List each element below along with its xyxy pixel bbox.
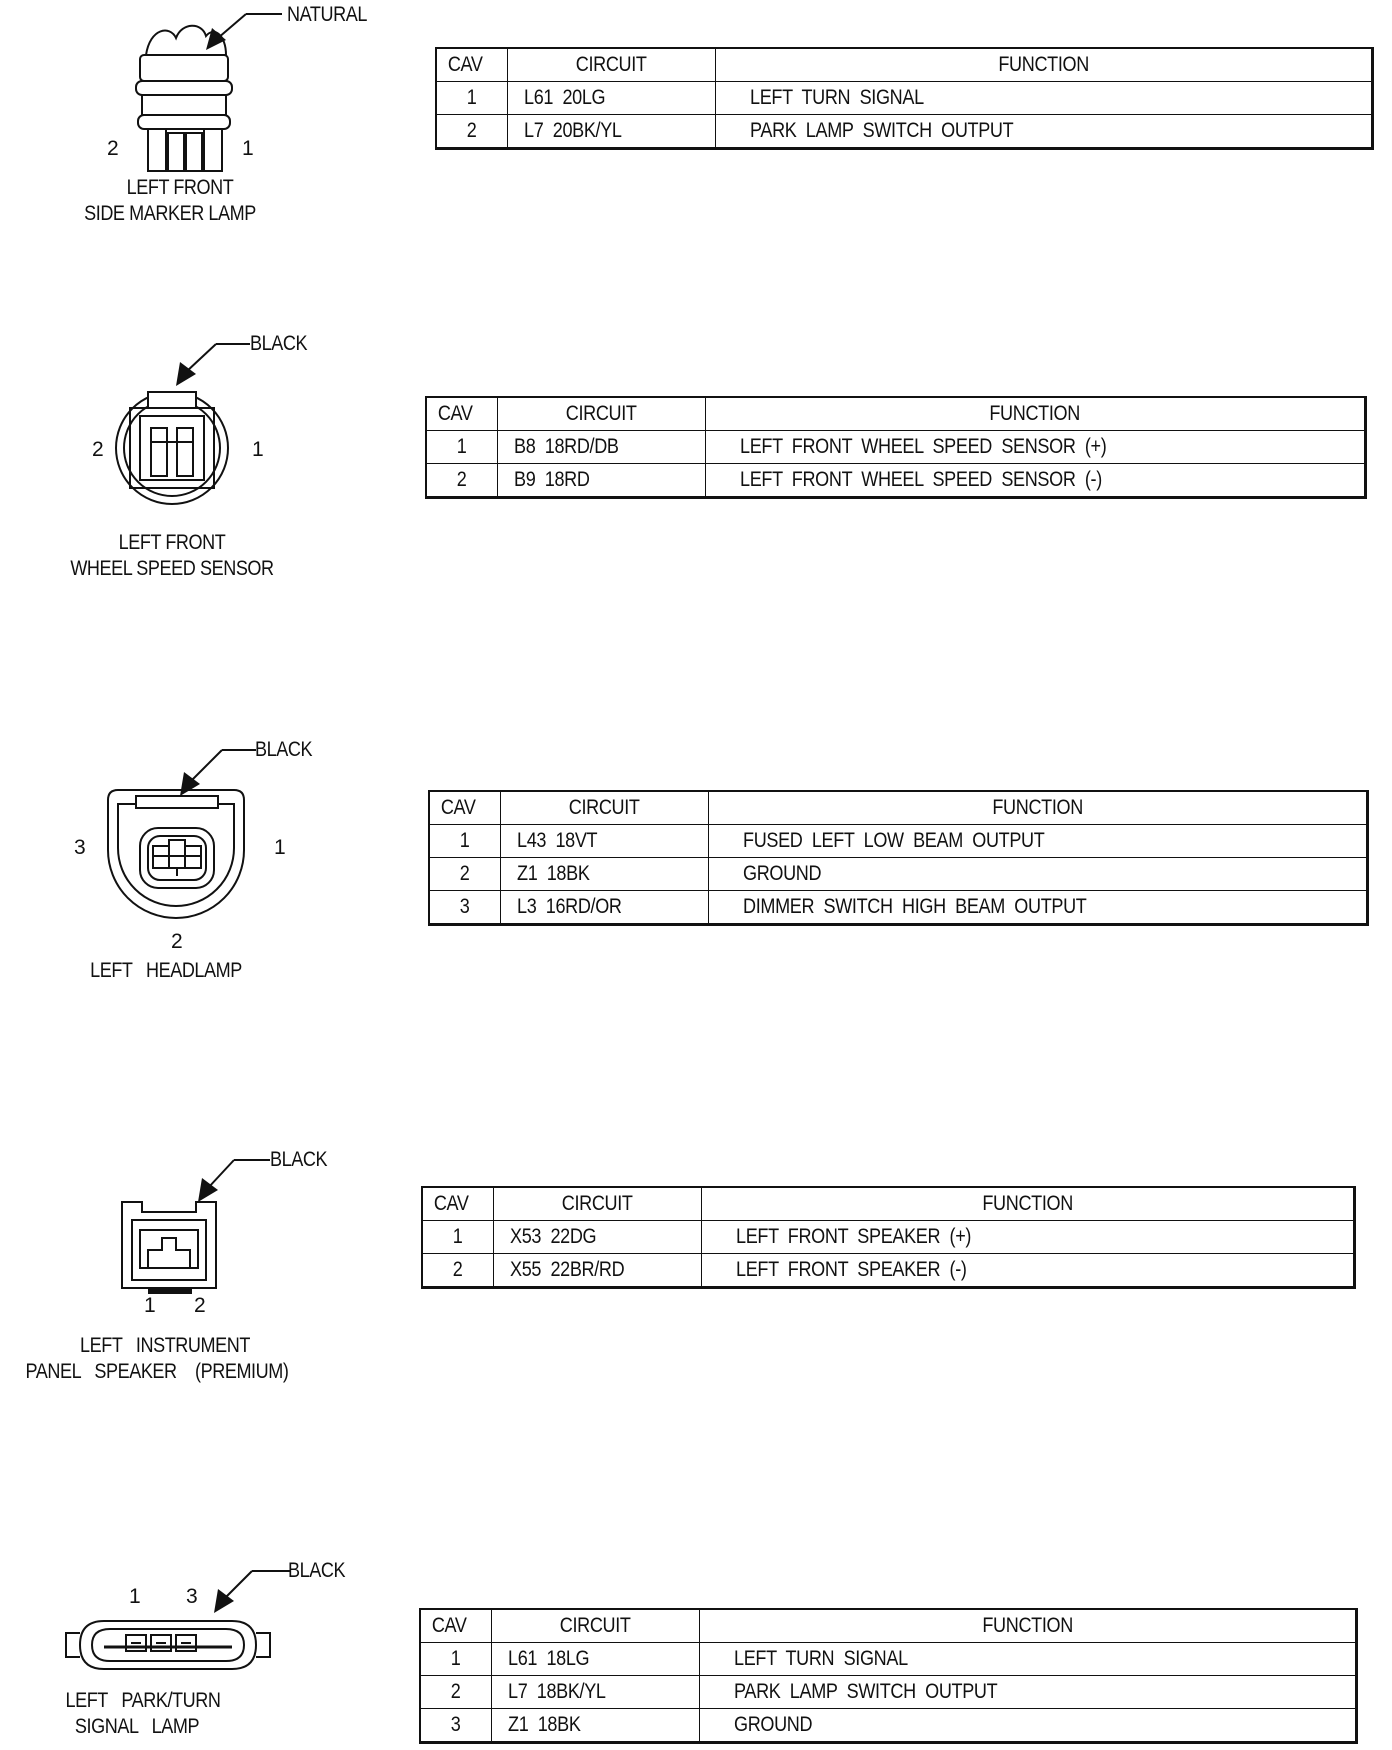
header-circuit: CIRCUIT xyxy=(508,48,716,82)
pin-label-3: 3 xyxy=(74,836,86,859)
cell-function: FUSED LEFT LOW BEAM OUTPUT xyxy=(709,825,1368,858)
connector-left-front-side-marker-lamp xyxy=(0,0,1392,260)
cell-function: PARK LAMP SWITCH OUTPUT xyxy=(716,115,1373,149)
cell-cav: 1 xyxy=(426,431,498,464)
table-row xyxy=(429,891,1368,925)
pin-label-2: 2 xyxy=(194,1294,206,1317)
pin-label-2: 2 xyxy=(171,930,183,953)
cell-function: PARK LAMP SWITCH OUTPUT xyxy=(700,1676,1357,1709)
cell-cav: 2 xyxy=(422,1254,494,1288)
header-function: FUNCTION xyxy=(700,1609,1357,1643)
headlamp-connector-drawing xyxy=(0,730,380,930)
cell-cav: 2 xyxy=(429,858,501,891)
pin-label-2: 2 xyxy=(107,137,119,160)
header-circuit: CIRCUIT xyxy=(498,397,706,431)
header-cav: CAV xyxy=(420,1609,492,1643)
table-row xyxy=(436,82,1373,115)
cavity-table xyxy=(425,396,1367,499)
cell-circuit: L61 18LG xyxy=(492,1643,700,1676)
table-row xyxy=(420,1643,1357,1676)
table-header-row xyxy=(426,397,1366,431)
cell-circuit: Z1 18BK xyxy=(501,858,709,891)
cell-function: LEFT TURN SIGNAL xyxy=(716,82,1373,115)
table-header-row xyxy=(429,791,1368,825)
table-row xyxy=(422,1254,1355,1288)
cell-circuit: L61 20LG xyxy=(508,82,716,115)
table-row xyxy=(420,1676,1357,1709)
cell-circuit: B8 18RD/DB xyxy=(498,431,706,464)
header-cav: CAV xyxy=(422,1187,494,1221)
header-function: FUNCTION xyxy=(706,397,1366,431)
cell-circuit: X55 22BR/RD xyxy=(494,1254,702,1288)
table-row xyxy=(426,464,1366,498)
wheel-speed-sensor-connector-drawing xyxy=(0,320,380,560)
cell-circuit: L43 18VT xyxy=(501,825,709,858)
connector-name-line-1: LEFT HEADLAMP xyxy=(90,959,242,982)
table-row xyxy=(429,825,1368,858)
cell-function: GROUND xyxy=(709,858,1368,891)
cell-function: LEFT FRONT SPEAKER (+) xyxy=(702,1221,1355,1254)
cell-cav: 2 xyxy=(426,464,498,498)
cell-circuit: L3 16RD/OR xyxy=(501,891,709,925)
cell-cav: 1 xyxy=(436,82,508,115)
connector-color-label: NATURAL xyxy=(287,3,367,26)
cell-cav: 1 xyxy=(422,1221,494,1254)
header-cav: CAV xyxy=(429,791,501,825)
cavity-table xyxy=(435,47,1374,150)
connector-name-line-2: SIDE MARKER LAMP xyxy=(84,202,256,225)
pin-label-1: 1 xyxy=(252,438,264,461)
connector-name-line-2: PANEL SPEAKER (PREMIUM) xyxy=(25,1360,289,1383)
cell-cav: 3 xyxy=(420,1709,492,1743)
connector-name-line-1: LEFT FRONT xyxy=(126,176,234,199)
cell-circuit: X53 22DG xyxy=(494,1221,702,1254)
cell-cav: 2 xyxy=(420,1676,492,1709)
header-function: FUNCTION xyxy=(716,48,1373,82)
cell-circuit: Z1 18BK xyxy=(492,1709,700,1743)
table-header-row xyxy=(420,1609,1357,1643)
connector-name-line-2: WHEEL SPEED SENSOR xyxy=(70,557,274,580)
header-function: FUNCTION xyxy=(702,1187,1355,1221)
pin-label-1: 1 xyxy=(242,137,254,160)
cell-function: DIMMER SWITCH HIGH BEAM OUTPUT xyxy=(709,891,1368,925)
table-row xyxy=(429,858,1368,891)
cavity-table xyxy=(419,1608,1358,1744)
cell-function: LEFT FRONT WHEEL SPEED SENSOR (-) xyxy=(706,464,1366,498)
connector-left-headlamp xyxy=(0,730,1392,1000)
cell-cav: 2 xyxy=(436,115,508,149)
pin-label-1: 1 xyxy=(274,836,286,859)
connector-left-instrument-panel-speaker xyxy=(0,1140,1392,1410)
cell-circuit: L7 20BK/YL xyxy=(508,115,716,149)
table-header-row xyxy=(422,1187,1355,1221)
table-row xyxy=(426,431,1366,464)
cell-circuit: L7 18BK/YL xyxy=(492,1676,700,1709)
header-circuit: CIRCUIT xyxy=(501,791,709,825)
connector-color-label: BLACK xyxy=(250,332,308,355)
cell-cav: 1 xyxy=(429,825,501,858)
table-row xyxy=(422,1221,1355,1254)
connector-name-line-1: LEFT INSTRUMENT xyxy=(80,1334,250,1357)
cell-cav: 1 xyxy=(420,1643,492,1676)
table-row xyxy=(420,1709,1357,1743)
connector-color-label: BLACK xyxy=(288,1559,346,1582)
cell-function: GROUND xyxy=(700,1709,1357,1743)
cell-function: LEFT TURN SIGNAL xyxy=(700,1643,1357,1676)
connector-color-label: BLACK xyxy=(255,738,313,761)
header-cav: CAV xyxy=(436,48,508,82)
header-circuit: CIRCUIT xyxy=(494,1187,702,1221)
connector-left-front-wheel-speed-sensor xyxy=(0,320,1392,600)
connector-color-label: BLACK xyxy=(270,1148,328,1171)
header-cav: CAV xyxy=(426,397,498,431)
cell-function: LEFT FRONT WHEEL SPEED SENSOR (+) xyxy=(706,431,1366,464)
table-header-row xyxy=(436,48,1373,82)
header-function: FUNCTION xyxy=(709,791,1368,825)
pin-label-1: 1 xyxy=(144,1294,156,1317)
connector-name-line-2: SIGNAL LAMP xyxy=(74,1715,200,1738)
pin-label-2: 2 xyxy=(92,438,104,461)
pin-label-3: 3 xyxy=(186,1585,198,1608)
table-row xyxy=(436,115,1373,149)
cavity-table xyxy=(428,790,1369,926)
connector-left-park-turn-signal-lamp xyxy=(0,1555,1392,1750)
pin-label-1: 1 xyxy=(129,1585,141,1608)
cell-cav: 3 xyxy=(429,891,501,925)
cavity-table xyxy=(421,1186,1356,1289)
cell-circuit: B9 18RD xyxy=(498,464,706,498)
connector-name-line-1: LEFT FRONT xyxy=(118,531,226,554)
connector-name-line-1: LEFT PARK/TURN xyxy=(65,1689,221,1712)
cell-function: LEFT FRONT SPEAKER (-) xyxy=(702,1254,1355,1288)
header-circuit: CIRCUIT xyxy=(492,1609,700,1643)
